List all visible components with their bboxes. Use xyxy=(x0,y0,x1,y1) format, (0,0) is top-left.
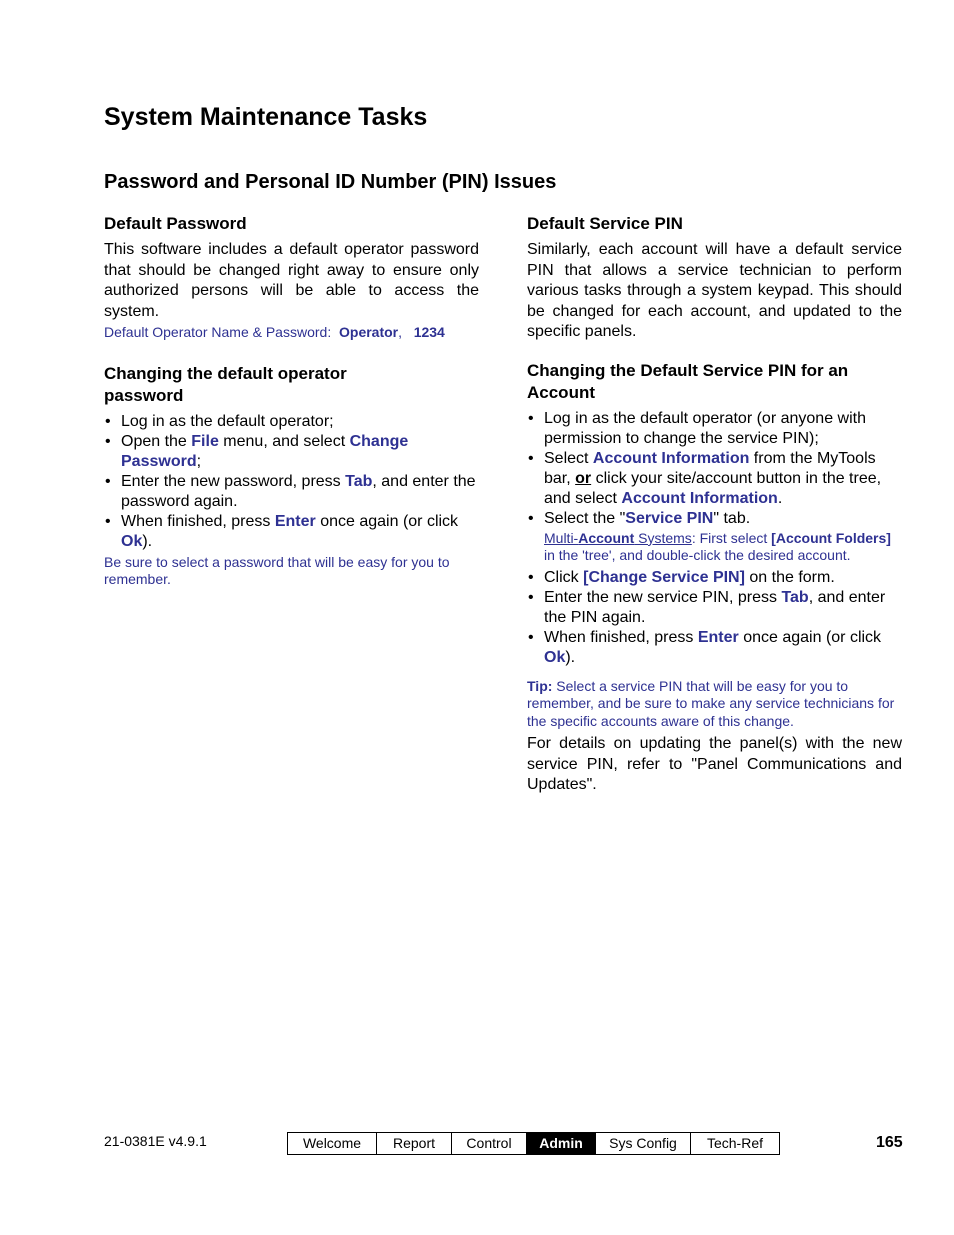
tip-label: Tip: xyxy=(527,677,553,694)
service-pin-tip xyxy=(527,678,902,731)
section-nav xyxy=(287,1132,780,1155)
ok-button-ref: Ok xyxy=(544,648,566,666)
ok-button-ref: Ok xyxy=(121,532,143,550)
list-item xyxy=(527,409,902,449)
account-folders-ref: [Account Folders] xyxy=(771,529,891,546)
account-information-ref: Account Information xyxy=(621,489,778,507)
tab-key-ref: Tab xyxy=(345,472,373,490)
step-text: Open the xyxy=(121,432,192,450)
password-tip: Be sure to select a password that will be easy for you to remember. xyxy=(104,553,450,587)
section-title: Password and Personal ID Number (PIN) Issues xyxy=(104,171,557,193)
list-item xyxy=(104,432,479,472)
step-text: ; xyxy=(196,452,202,470)
step-text: Select the " xyxy=(544,509,626,527)
multi-account-note xyxy=(544,530,902,565)
step-text: ). xyxy=(565,648,576,666)
default-password-text: This software includes a default operator password that should be changed right away to ensure only authorized persons will be able to access the system. xyxy=(104,241,479,320)
default-service-pin-text: Similarly, each account will have a default service PIN that allows a service technician to perform various tasks through a system keypad. This should be changed for each account, and updated to the specific panels. xyxy=(527,241,902,340)
nav-welcome[interactable]: Welcome xyxy=(302,1135,362,1151)
enter-key-ref: Enter xyxy=(274,512,316,530)
step-text: , and enter the PIN again. xyxy=(544,588,886,626)
service-pin-tab-ref: Service PIN xyxy=(625,509,714,527)
step-text: , and enter the password again. xyxy=(121,472,476,510)
step-text: once again (or click xyxy=(738,628,882,646)
list-item xyxy=(104,412,479,432)
change-password-ref: Change Password xyxy=(121,432,409,470)
list-item xyxy=(104,472,479,512)
change-password-heading: Changing the default operator password xyxy=(104,363,347,405)
nav-tech-ref[interactable]: Tech-Ref xyxy=(690,1133,779,1154)
step-text: once again (or click xyxy=(315,512,459,530)
default-password-value: 1234 xyxy=(413,324,445,340)
step-text: " tab. xyxy=(713,509,751,527)
step-text: on the form. xyxy=(744,568,835,586)
step-text: Log in as the default operator; xyxy=(121,412,334,430)
step-text: click your site/account button in the tree, and select xyxy=(544,469,882,507)
change-service-pin-steps xyxy=(527,409,902,668)
step-text: Click xyxy=(544,568,584,586)
multi-label: Multi- xyxy=(544,529,579,546)
page-title: System Maintenance Tasks xyxy=(104,103,428,131)
nav-admin[interactable]: Admin xyxy=(526,1133,595,1154)
default-password-heading: Default Password xyxy=(104,214,247,233)
step-text: Enter the new password, press xyxy=(121,472,346,490)
nav-report[interactable]: Report xyxy=(376,1133,451,1154)
step-text: When finished, press xyxy=(544,628,698,646)
step-text: ). xyxy=(142,532,153,550)
account-label: Account xyxy=(578,529,635,546)
change-service-pin-button-ref: [Change Service PIN] xyxy=(583,568,745,586)
list-item xyxy=(527,588,902,628)
list-item xyxy=(527,628,902,668)
list-item xyxy=(527,449,902,509)
left-column xyxy=(104,213,479,589)
default-service-pin-heading: Default Service PIN xyxy=(527,214,683,233)
list-item xyxy=(527,568,902,588)
document-id: 21-0381E v4.9.1 xyxy=(104,1133,207,1149)
step-text: . xyxy=(777,489,783,507)
credentials-separator: , xyxy=(398,324,403,340)
note-text: : First select xyxy=(691,529,772,546)
right-column xyxy=(527,213,902,796)
step-text: When finished, press xyxy=(121,512,275,530)
credentials-label: Default Operator Name & Password: xyxy=(104,324,332,340)
tab-key-ref: Tab xyxy=(781,588,809,606)
step-text: Log in as the default operator (or anyone with permission to change the service PIN); xyxy=(544,409,866,447)
change-password-steps xyxy=(104,412,479,552)
account-information-ref: Account Information xyxy=(592,449,750,467)
note-text: in the 'tree', and double-click the desired account. xyxy=(544,547,851,563)
nav-control[interactable]: Control xyxy=(451,1133,526,1154)
step-text: Enter the new service PIN, press xyxy=(544,588,782,606)
step-text: from the MyTools bar, xyxy=(544,449,876,487)
panel-update-text: For details on updating the panel(s) with the new service PIN, refer to "Panel Communications and Updates". xyxy=(527,735,902,793)
page-number: 165 xyxy=(876,1134,903,1151)
default-credentials-note xyxy=(104,324,479,342)
systems-label: Systems xyxy=(634,529,692,546)
change-service-pin-heading: Changing the Default Service PIN for an Account xyxy=(527,360,849,402)
enter-key-ref: Enter xyxy=(697,628,739,646)
list-item xyxy=(527,509,902,565)
nav-sys-config[interactable]: Sys Config xyxy=(595,1133,690,1154)
tip-text: Select a service PIN that will be easy for you to remember, and be sure to make any service technicians for the specific accounts aware of this change. xyxy=(527,677,895,729)
list-item xyxy=(104,512,479,552)
file-menu-ref: File xyxy=(191,432,219,450)
step-text: Select xyxy=(544,449,593,467)
or-emphasis: or xyxy=(575,469,592,487)
default-username: Operator xyxy=(339,324,399,340)
step-text: menu, and select xyxy=(218,432,350,450)
